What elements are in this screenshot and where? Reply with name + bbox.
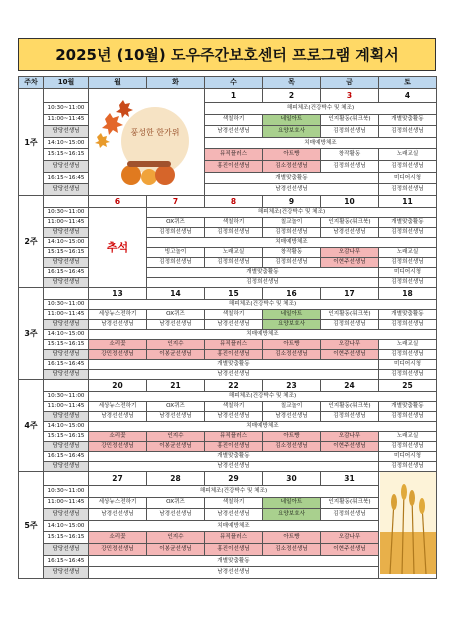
teacher-cell: 김정희선생님	[321, 320, 379, 330]
date-cell: 18	[379, 288, 437, 300]
date-cell: 25	[379, 380, 437, 392]
program-cell: 미디어시청	[379, 360, 437, 370]
program-cell: 소리꽃	[89, 432, 147, 442]
program-cell: 아트빵	[263, 532, 321, 544]
time-label: 16:15~16:45	[44, 360, 89, 370]
teacher-cell: 남경선선생님	[89, 509, 147, 521]
program-cell: 노래교실	[379, 340, 437, 350]
time-label: 16:15~16:45	[44, 452, 89, 462]
teacher-cell: 요양보호사	[263, 126, 321, 138]
chuseok-illustration	[89, 89, 205, 196]
program-cell: 칠교놀이	[263, 402, 321, 412]
program-cell: 인지활동(워크북)	[321, 402, 379, 412]
program-cell: 네일아트	[263, 114, 321, 126]
morning-exercise: 해피체조(건강박수 및 체조)	[147, 208, 437, 218]
date-cell: 17	[321, 288, 379, 300]
teacher-label: 담당선생님	[44, 544, 89, 556]
program-cell: OX퀴즈	[147, 402, 205, 412]
date-cell: 6	[89, 196, 147, 208]
time-label: 14:10~15:00	[44, 238, 89, 248]
program-cell: OX퀴즈	[147, 218, 205, 228]
teacher-cell: 남경선선생님	[89, 320, 147, 330]
program-cell: 개별맞춤활동	[205, 172, 379, 184]
teacher-cell: 이현주선생님	[321, 442, 379, 452]
teacher-label: 담당선생님	[44, 412, 89, 422]
teacher-cell: 홍진이선생님	[205, 544, 263, 556]
program-cell: 노래교실	[379, 149, 437, 161]
teacher-cell: 김정희선생님	[205, 258, 263, 268]
teacher-label: 담당선생님	[44, 370, 89, 380]
program-cell: 개별맞춤활동	[379, 218, 437, 228]
program-cell: 미디어시청	[379, 452, 437, 462]
program-cell: 오감나무	[321, 248, 379, 258]
teacher-cell: 홍진이선생님	[205, 350, 263, 360]
teacher-cell: 김정희선생님	[321, 412, 379, 422]
time-label: 15:15~16:15	[44, 432, 89, 442]
header-row	[19, 77, 437, 89]
teacher-cell: 김정희선생님	[379, 228, 437, 238]
teacher-label: 담당선생님	[44, 278, 89, 288]
teacher-label: 담당선생님	[44, 567, 89, 579]
program-cell: 색칠하기	[205, 218, 263, 228]
date-cell: 27	[89, 472, 147, 486]
program-cell: 색칠하기	[205, 114, 263, 126]
time-label: 14:10~15:00	[44, 422, 89, 432]
dementia-exercise: 치매예방체조	[147, 238, 437, 248]
program-cell: 개별맞춤활동	[379, 402, 437, 412]
week-label: 5주	[19, 472, 44, 579]
teacher-cell: 김정희선생님	[379, 412, 437, 422]
program-cell: 네일아트	[263, 310, 321, 320]
teacher-cell: 김정희선생님	[263, 258, 321, 268]
time-label: 16:15~16:45	[44, 268, 89, 278]
date-cell: 31	[321, 472, 379, 486]
date-cell: 29	[205, 472, 263, 486]
program-cell: 인지활동(워크북)	[321, 497, 379, 509]
program-cell: OX퀴즈	[147, 497, 205, 509]
teacher-cell: 김정희선생님	[147, 258, 205, 268]
program-cell: 색칠하기	[205, 497, 263, 509]
teacher-cell: 남경선선생님	[205, 509, 263, 521]
program-cell: 색칠하기	[205, 310, 263, 320]
program-cell: 소리꽃	[89, 532, 147, 544]
program-cell: 뮤직플러스	[205, 340, 263, 350]
teacher-label: 담당선생님	[44, 126, 89, 138]
teacher-cell: 남경선선생님	[89, 370, 379, 380]
date-cell: 20	[89, 380, 147, 392]
teacher-cell: 김정희선생님	[379, 258, 437, 268]
month-header: 10월	[44, 77, 89, 89]
program-cell: 인지수	[147, 432, 205, 442]
program-cell: 세상뉴스전하기	[89, 402, 147, 412]
program-cell: 인지수	[147, 532, 205, 544]
blank-cell	[44, 380, 89, 392]
time-label: 11:00~11:45	[44, 402, 89, 412]
time-label: 15:15~16:15	[44, 149, 89, 161]
morning-exercise: 해피체조(건강박수 및 체조)	[89, 392, 437, 402]
teacher-cell: 김정희선생님	[379, 184, 437, 196]
program-cell: 아트빵	[263, 340, 321, 350]
program-cell: 개별맞춤활동	[147, 268, 379, 278]
program-cell: 빙고놀이	[147, 248, 205, 258]
time-label: 14:10~15:00	[44, 520, 89, 532]
date-cell: 10	[321, 196, 379, 208]
teacher-cell: 김정희선생님	[321, 509, 379, 521]
program-cell: 뮤직플러스	[205, 532, 263, 544]
teacher-cell: 김정희선생님	[379, 161, 437, 173]
teacher-label: 담당선생님	[44, 509, 89, 521]
teacher-label: 담당선생님	[44, 258, 89, 268]
teacher-cell: 강민정선생님	[89, 442, 147, 452]
program-cell: 인지활동(워크북)	[321, 114, 379, 126]
teacher-cell: 강민정선생님	[89, 544, 147, 556]
dementia-exercise: 치매예방체조	[89, 520, 379, 532]
program-cell: 노래교실	[379, 432, 437, 442]
autumn-illustration-icon	[91, 89, 203, 191]
date-cell: 28	[147, 472, 205, 486]
dementia-exercise: 치매예방체조	[89, 330, 437, 340]
time-label: 11:00~11:45	[44, 310, 89, 320]
time-label: 15:15~16:15	[44, 248, 89, 258]
dementia-exercise: 치매예방체조	[89, 422, 437, 432]
program-cell: 오감나무	[321, 340, 379, 350]
date-cell: 30	[263, 472, 321, 486]
time-label: 15:15~16:15	[44, 532, 89, 544]
program-cell: 개별맞춤활동	[379, 310, 437, 320]
teacher-cell: 김소정선생님	[263, 350, 321, 360]
week-label: 2주	[19, 196, 44, 288]
teacher-label: 담당선생님	[44, 228, 89, 238]
date-cell: 4	[379, 89, 437, 103]
teacher-cell: 김정희선생님	[147, 278, 379, 288]
teacher-cell: 남경선선생님	[205, 320, 263, 330]
blank-cell	[44, 196, 89, 208]
date-cell: 16	[263, 288, 321, 300]
teacher-cell: 이봉균선생님	[147, 442, 205, 452]
date-cell: 3	[321, 89, 379, 103]
teacher-cell: 요양보호사	[263, 509, 321, 521]
teacher-label: 담당선생님	[44, 320, 89, 330]
morning-exercise: 해피체조(건강박수 및 체조)	[89, 485, 379, 497]
blank-cell	[44, 472, 89, 486]
teacher-cell: 남경선선생님	[147, 320, 205, 330]
week-label: 1주	[19, 89, 44, 196]
date-cell: 22	[205, 380, 263, 392]
program-cell: 개별맞춤활동	[89, 555, 379, 567]
date-cell: 23	[263, 380, 321, 392]
time-label: 10:30~11:00	[44, 300, 89, 310]
program-cell: 소리꽃	[89, 340, 147, 350]
teacher-label: 담당선생님	[44, 442, 89, 452]
program-cell: 개별맞춤활동	[89, 360, 379, 370]
program-cell: 뮤직플러스	[205, 432, 263, 442]
program-cell: 아트빵	[263, 149, 321, 161]
date-cell: 11	[379, 196, 437, 208]
time-label: 11:00~11:45	[44, 218, 89, 228]
teacher-label: 담당선생님	[44, 462, 89, 472]
time-label: 10:30~11:00	[44, 392, 89, 402]
teacher-cell: 김정희선생님	[379, 442, 437, 452]
date-cell: 21	[147, 380, 205, 392]
schedule-table	[18, 76, 437, 579]
date-cell: 2	[263, 89, 321, 103]
date-row	[19, 89, 437, 103]
program-cell: 미디어시청	[379, 268, 437, 278]
teacher-cell: 김소정선생님	[263, 442, 321, 452]
date-cell: 24	[321, 380, 379, 392]
morning-exercise: 해피체조(건강박수 및 체조)	[89, 300, 437, 310]
teacher-cell: 김정희선생님	[379, 278, 437, 288]
teacher-cell: 이현주선생님	[321, 350, 379, 360]
teacher-cell: 이현주선생님	[321, 544, 379, 556]
teacher-cell: 김정희선생님	[379, 320, 437, 330]
program-cell: 세상뉴스전하기	[89, 497, 147, 509]
teacher-cell: 남경선선생님	[147, 412, 205, 422]
time-label: 15:15~16:15	[44, 340, 89, 350]
program-cell: 노래교실	[205, 248, 263, 258]
teacher-cell: 김정희선생님	[263, 228, 321, 238]
program-cell: 뮤직플러스	[205, 149, 263, 161]
teacher-label: 담당선생님	[44, 350, 89, 360]
date-cell: 15	[205, 288, 263, 300]
program-cell: 인지활동(워크북)	[321, 218, 379, 228]
blank-cell	[44, 89, 89, 103]
week-col-header: 주차	[19, 77, 44, 89]
day-header: 목	[263, 77, 321, 89]
date-cell: 13	[89, 288, 147, 300]
teacher-cell: 남경선선생님	[147, 509, 205, 521]
program-cell: 인지활동(워크북)	[321, 310, 379, 320]
teacher-cell: 홍진이선생님	[205, 161, 263, 173]
teacher-cell: 남경선선생님	[263, 412, 321, 422]
time-label: 11:00~11:45	[44, 497, 89, 509]
teacher-cell: 이봉균선생님	[147, 350, 205, 360]
time-label: 16:15~16:45	[44, 555, 89, 567]
teacher-cell: 남경선선생님	[321, 228, 379, 238]
week-label: 4주	[19, 380, 44, 472]
program-cell: 인지수	[147, 340, 205, 350]
time-label: 14:10~15:00	[44, 330, 89, 340]
program-cell: 세상뉴스전하기	[89, 310, 147, 320]
program-cell: 창작활동	[263, 248, 321, 258]
teacher-cell: 김정희선생님	[379, 370, 437, 380]
teacher-cell: 김정희선생님	[147, 228, 205, 238]
teacher-cell: 이봉균선생님	[147, 544, 205, 556]
holiday-cell: 추석	[89, 208, 147, 288]
page-title: 2025년 (10월) 도우주간보호센터 프로그램 계획서	[18, 38, 436, 71]
teacher-cell: 김정희선생님	[321, 126, 379, 138]
program-cell: 미디어시청	[379, 172, 437, 184]
teacher-cell: 강민정선생님	[89, 350, 147, 360]
program-cell: 네일아트	[263, 497, 321, 509]
time-label: 16:15~16:45	[44, 172, 89, 184]
teacher-cell: 요양보호사	[263, 320, 321, 330]
program-cell: 아트빵	[263, 432, 321, 442]
teacher-cell: 남경선선생님	[205, 412, 263, 422]
teacher-cell: 남경선선생님	[89, 412, 147, 422]
teacher-label: 담당선생님	[44, 161, 89, 173]
program-cell: 개별맞춤활동	[89, 452, 379, 462]
wheat-field-icon	[380, 472, 436, 574]
program-cell: OX퀴즈	[147, 310, 205, 320]
date-cell: 14	[147, 288, 205, 300]
day-header: 금	[321, 77, 379, 89]
teacher-cell: 김정희선생님	[379, 350, 437, 360]
program-cell: 노래교실	[379, 248, 437, 258]
teacher-cell: 이현주선생님	[321, 258, 379, 268]
week-label: 3주	[19, 288, 44, 380]
teacher-cell: 홍진이선생님	[205, 442, 263, 452]
program-cell: 칠교놀이	[263, 218, 321, 228]
teacher-label: 담당선생님	[44, 184, 89, 196]
time-label: 10:30~11:00	[44, 485, 89, 497]
teacher-cell: 남경선선생님	[205, 184, 379, 196]
day-header: 화	[147, 77, 205, 89]
time-label: 11:00~11:45	[44, 114, 89, 126]
date-cell: 8	[205, 196, 263, 208]
date-cell: 1	[205, 89, 263, 103]
teacher-cell: 김정희선생님	[379, 462, 437, 472]
program-cell: 색칠하기	[205, 402, 263, 412]
illustration-text: 풍성한 한가위	[130, 128, 179, 137]
time-label: 10:30~11:00	[44, 102, 89, 114]
morning-exercise: 해피체조(건강박수 및 체조)	[205, 102, 437, 114]
wheat-illustration	[379, 472, 437, 579]
teacher-cell: 남경선선생님	[205, 126, 263, 138]
day-header: 토	[379, 77, 437, 89]
date-cell: 7	[147, 196, 205, 208]
day-header: 월	[89, 77, 147, 89]
teacher-cell: 김소정선생님	[263, 544, 321, 556]
program-cell: 오감나무	[321, 532, 379, 544]
program-cell: 개별맞춤활동	[379, 114, 437, 126]
teacher-cell: 남경선선생님	[89, 567, 379, 579]
teacher-cell: 남경선선생님	[89, 462, 379, 472]
program-cell: 창작활동	[321, 149, 379, 161]
teacher-cell: 김소정선생님	[263, 161, 321, 173]
teacher-cell: 김정희선생님	[379, 126, 437, 138]
teacher-cell: 김정희선생님	[321, 161, 379, 173]
time-label: 10:30~11:00	[44, 208, 89, 218]
day-header: 수	[205, 77, 263, 89]
program-cell: 오감나무	[321, 432, 379, 442]
teacher-cell: 김정희선생님	[205, 228, 263, 238]
date-cell: 9	[263, 196, 321, 208]
blank-cell	[44, 288, 89, 300]
dementia-exercise: 치매예방체조	[205, 137, 437, 149]
time-label: 14:10~15:00	[44, 137, 89, 149]
